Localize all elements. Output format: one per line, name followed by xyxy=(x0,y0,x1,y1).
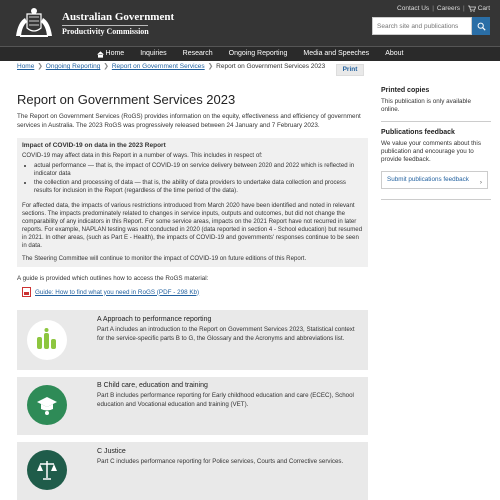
submit-feedback-button[interactable] xyxy=(381,171,488,189)
page-title: Report on Government Services 2023 xyxy=(17,92,236,107)
printed-copies-block xyxy=(381,87,491,122)
section-a-title[interactable]: A Approach to performance reporting xyxy=(97,316,212,323)
cart-link[interactable] xyxy=(468,5,490,12)
section-b-icon-circle xyxy=(27,385,67,425)
header-divider xyxy=(62,25,148,26)
cart-icon xyxy=(468,5,476,12)
guide-pdf-link[interactable]: Guide: How to find what you need in RoGS (PDF - 298 Kb) xyxy=(35,288,200,296)
main-content xyxy=(17,92,368,297)
impact-lead: COVID-19 may affect data in this Report in a number of ways. This includes in respect of: xyxy=(22,152,263,159)
print-button[interactable]: Print xyxy=(336,64,364,76)
search-input[interactable] xyxy=(372,17,472,35)
chevron-right-icon: ❯ xyxy=(207,63,214,70)
main-navigation xyxy=(0,46,500,61)
scales-of-justice-icon xyxy=(35,458,59,482)
nav-label: Home xyxy=(105,50,125,57)
section-a-description: Part A includes an introduction to the Report on Government Services 2023, Statistical context for the service-specific parts B to G, the Glossary and the Acronyms and abbreviations list. xyxy=(97,326,355,342)
submit-feedback-label: Submit publications feedback xyxy=(387,176,469,183)
site-search xyxy=(372,17,490,35)
list-item: • the collection and processing of data — that is, the ability of data providers to undertake data collection and process results for inclusion in the Report (regardless of the time period of the data). xyxy=(34,179,363,195)
site-header xyxy=(0,0,500,46)
government-title: Australian Government xyxy=(62,11,175,23)
guide-link-row xyxy=(22,287,368,297)
cart-label: Cart xyxy=(477,5,490,12)
feedback-title: Publications feedback xyxy=(381,129,455,136)
intro-paragraph: The Report on Government Services (RoGS) provides information on the equity, effectiveness and efficiency of government services in Australia. The 2023 RoGS was progressively released between 24 January and 7 February 2023. xyxy=(17,113,361,129)
section-card-b[interactable] xyxy=(17,377,368,435)
list-item: • actual performance — that is, the impact of COVID-19 on service delivery between 2020 and 2022 which is reflected in indicator data xyxy=(34,162,363,178)
sidebar-divider xyxy=(381,199,491,200)
covid-impact-notice xyxy=(17,138,368,267)
breadcrumb-rogs[interactable]: Report on Government Services xyxy=(111,63,205,70)
breadcrumb-current: Report on Government Services 2023 xyxy=(216,63,326,70)
section-a-icon-circle xyxy=(27,320,67,360)
nav-item-home[interactable] xyxy=(89,47,133,61)
nav-item-inquiries[interactable]: Inquiries xyxy=(140,50,167,57)
utility-links xyxy=(397,5,490,12)
nav-item-ongoing-reporting[interactable]: Ongoing Reporting xyxy=(228,50,288,57)
section-b-description: Part B includes performance reporting for Early childhood education and care (ECEC), School education and Vocational education and training (VET). xyxy=(97,392,354,408)
careers-link[interactable]: Careers xyxy=(436,5,461,12)
breadcrumb xyxy=(17,63,337,71)
chevron-right-icon: ❯ xyxy=(37,63,43,70)
approach-icon xyxy=(34,327,60,353)
nav-item-about[interactable]: About xyxy=(385,50,404,57)
chevron-right-icon: › xyxy=(479,179,482,186)
nav-item-research[interactable]: Research xyxy=(182,50,213,57)
chevron-right-icon: ❯ xyxy=(103,63,109,70)
guide-text: A guide is provided which outlines how to access the RoGS material: xyxy=(17,275,209,282)
section-c-description: Part C includes performance reporting for Police services, Courts and Corrective services. xyxy=(97,458,344,465)
section-card-a[interactable] xyxy=(17,310,368,370)
sidebar xyxy=(381,87,491,200)
section-card-c[interactable] xyxy=(17,442,368,500)
feedback-text: We value your comments about this publication and encourage you to provide feedback. xyxy=(381,140,481,163)
home-icon xyxy=(97,51,104,58)
utility-separator: | xyxy=(463,5,465,12)
utility-separator: | xyxy=(432,5,434,12)
search-button[interactable] xyxy=(472,17,490,35)
agency-name: Productivity Commission xyxy=(62,27,149,36)
search-icon xyxy=(477,22,486,31)
printed-copies-text: This publication is only available online. xyxy=(381,98,471,113)
section-b-title[interactable]: B Child care, education and training xyxy=(97,382,208,389)
breadcrumb-home[interactable]: Home xyxy=(17,63,35,70)
feedback-block xyxy=(381,129,491,200)
nav-item-media-speeches[interactable]: Media and Speeches xyxy=(303,50,370,57)
section-c-title[interactable]: C Justice xyxy=(97,448,126,455)
breadcrumb-ongoing-reporting[interactable]: Ongoing Reporting xyxy=(45,63,101,70)
impact-list xyxy=(34,162,363,195)
pdf-icon xyxy=(22,287,31,297)
impact-paragraph: The Steering Committee will continue to monitor the impact of COVID-19 on future editions of this Report. xyxy=(22,255,307,262)
graduation-cap-icon xyxy=(35,393,59,417)
section-c-icon-circle xyxy=(27,450,67,490)
coat-of-arms-logo[interactable] xyxy=(12,6,56,40)
contact-us-link[interactable]: Contact Us xyxy=(397,5,430,12)
impact-heading: Impact of COVID-19 on data in the 2023 Report xyxy=(22,142,166,149)
printed-copies-title: Printed copies xyxy=(381,87,430,94)
impact-paragraph: For affected data, the impacts of various restrictions introduced from March 2020 have been identified and noted in relevant sections. The impacts predominately related to changes in service inputs, outputs and outcomes, but did not change the comparability of any indicators in this Report. For some service areas, impacts on the 2021 Report have not recurred in later reports. For example, NAPLAN testing was not conducted in 2020 (data reported in section 4 - School education) but resumed in 2021. In other areas, (such as Part E - Health), the impacts of COVID-19 and governments' responses continue to be seen in data. xyxy=(22,202,363,249)
